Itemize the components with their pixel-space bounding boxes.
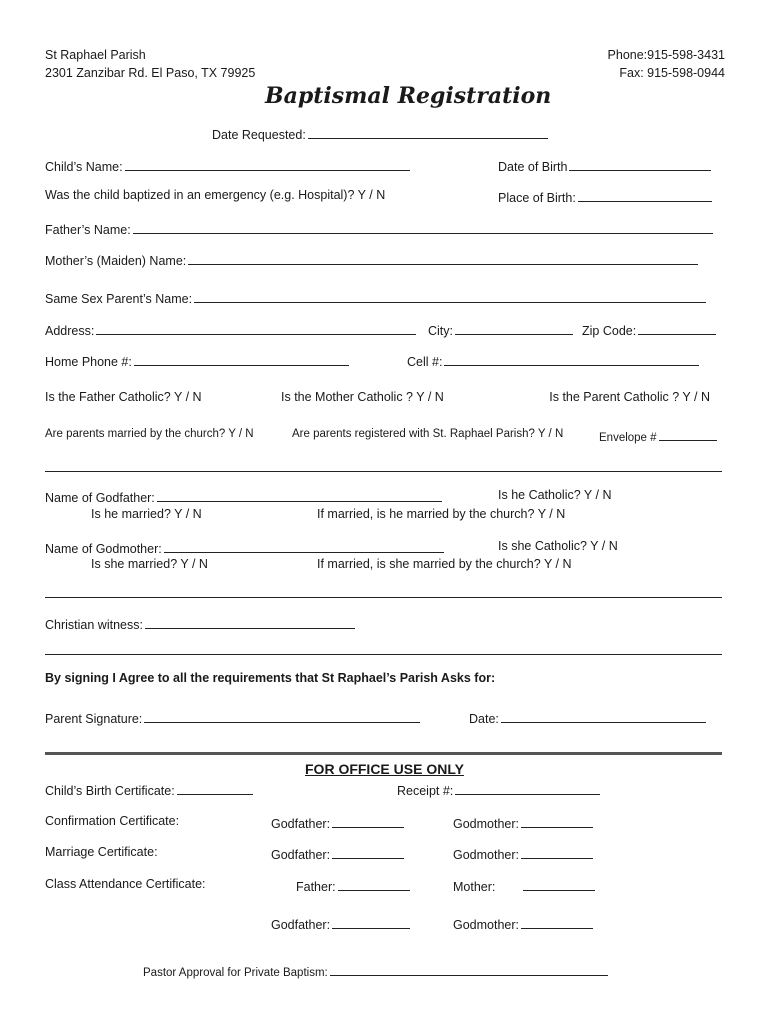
- envelope-line[interactable]: [659, 429, 717, 441]
- parish-name: St Raphael Parish: [45, 48, 146, 62]
- home-phone-label: Home Phone #:: [45, 355, 132, 369]
- office-divider: [45, 752, 722, 755]
- same-sex-parent-field[interactable]: [45, 290, 706, 306]
- date-of-birth-field[interactable]: [498, 158, 711, 174]
- marriage-godfather-field[interactable]: [271, 846, 404, 862]
- fathers-name-line[interactable]: [133, 221, 713, 234]
- city-field[interactable]: [428, 322, 573, 338]
- parish-phone: Phone:915-598-3431: [607, 48, 725, 62]
- same-sex-parent-label: Same Sex Parent’s Name:: [45, 292, 193, 306]
- cell-field[interactable]: [407, 353, 699, 369]
- christian-witness-field[interactable]: [45, 616, 355, 632]
- marriage-godfather-label: Godfather:: [271, 848, 331, 862]
- place-of-birth-label: Place of Birth:: [498, 191, 576, 205]
- confirmation-godfather-label: Godfather:: [271, 817, 331, 831]
- home-phone-field[interactable]: [45, 353, 349, 369]
- parent-signature-field[interactable]: [45, 710, 420, 726]
- childs-name-label: Child’s Name:: [45, 160, 123, 174]
- godfather-name-label: Name of Godfather:: [45, 491, 155, 505]
- class-father-line[interactable]: [338, 878, 410, 891]
- class-godmother-field[interactable]: [453, 916, 593, 932]
- office-use-heading: FOR OFFICE USE ONLY: [305, 761, 464, 777]
- confirmation-godfather-field[interactable]: [271, 815, 404, 831]
- receipt-line[interactable]: [455, 782, 600, 795]
- pastor-approval-label: Pastor Approval for Private Baptism:: [143, 967, 328, 979]
- mothers-name-field[interactable]: [45, 252, 698, 268]
- date-of-birth-line[interactable]: [569, 158, 711, 171]
- confirmation-godmother-field[interactable]: [453, 815, 593, 831]
- godmother-married-church-question[interactable]: If married, is she married by the church? Y / N: [317, 557, 572, 571]
- signature-date-label: Date:: [469, 712, 499, 726]
- godfather-catholic-question[interactable]: Is he Catholic? Y / N: [498, 488, 612, 502]
- birth-certificate-line[interactable]: [177, 782, 253, 795]
- father-catholic-question[interactable]: Is the Father Catholic? Y / N: [45, 390, 202, 404]
- class-godfather-field[interactable]: [271, 916, 410, 932]
- class-godmother-line[interactable]: [521, 916, 593, 929]
- address-label: Address:: [45, 324, 95, 338]
- marriage-certificate-label: Marriage Certificate:: [45, 845, 158, 859]
- class-godfather-label: Godfather:: [271, 918, 331, 932]
- date-of-birth-label: Date of Birth: [498, 160, 568, 174]
- parish-address: 2301 Zanzibar Rd. El Paso, TX 79925: [45, 66, 256, 80]
- marriage-godmother-field[interactable]: [453, 846, 593, 862]
- city-label: City:: [428, 324, 453, 338]
- page-title: Baptismal Registration: [265, 83, 552, 109]
- confirmation-godmother-label: Godmother:: [453, 817, 520, 831]
- childs-name-field[interactable]: [45, 158, 410, 174]
- class-godmother-label: Godmother:: [453, 918, 520, 932]
- home-phone-line[interactable]: [134, 353, 349, 366]
- godfather-married-church-question[interactable]: If married, is he married by the church? Y / N: [317, 507, 566, 521]
- godfather-married-question[interactable]: Is he married? Y / N: [91, 507, 202, 521]
- godmother-name-label: Name of Godmother:: [45, 542, 162, 556]
- cell-label: Cell #:: [407, 355, 443, 369]
- godmother-catholic-question[interactable]: Is she Catholic? Y / N: [498, 539, 618, 553]
- class-godfather-line[interactable]: [332, 916, 410, 929]
- zip-code-line[interactable]: [638, 322, 716, 335]
- class-father-field[interactable]: [296, 878, 410, 894]
- signature-date-field[interactable]: [469, 710, 706, 726]
- mother-catholic-question[interactable]: Is the Mother Catholic ? Y / N: [281, 390, 444, 404]
- section-divider: [45, 654, 722, 655]
- same-sex-parent-line[interactable]: [194, 290, 706, 303]
- class-father-label: Father:: [296, 880, 336, 894]
- class-attendance-label: Class Attendance Certificate:: [45, 877, 206, 891]
- godfather-name-line[interactable]: [157, 489, 442, 502]
- emergency-baptism-question[interactable]: Was the child baptized in an emergency (e.g. Hospital)? Y / N: [45, 188, 386, 202]
- fathers-name-field[interactable]: [45, 221, 713, 237]
- envelope-field[interactable]: [599, 429, 717, 445]
- parents-registered-question[interactable]: Are parents registered with St. Raphael Parish? Y / N: [292, 428, 564, 440]
- pastor-approval-line[interactable]: [330, 964, 608, 976]
- birth-certificate-field[interactable]: [45, 782, 253, 798]
- class-mother-label: Mother:: [453, 880, 496, 894]
- marriage-godmother-label: Godmother:: [453, 848, 520, 862]
- confirmation-godfather-line[interactable]: [332, 815, 404, 828]
- fathers-name-label: Father’s Name:: [45, 223, 131, 237]
- mothers-name-line[interactable]: [188, 252, 698, 265]
- receipt-label: Receipt #:: [397, 784, 454, 798]
- city-line[interactable]: [455, 322, 573, 335]
- cell-line[interactable]: [444, 353, 699, 366]
- godmother-name-line[interactable]: [164, 540, 444, 553]
- birth-certificate-label: Child’s Birth Certificate:: [45, 784, 175, 798]
- parents-married-question[interactable]: Are parents married by the church? Y / N: [45, 428, 254, 440]
- section-divider: [45, 471, 722, 472]
- godmother-married-question[interactable]: Is she married? Y / N: [91, 557, 208, 571]
- address-line[interactable]: [96, 322, 416, 335]
- parent-signature-line[interactable]: [144, 710, 420, 723]
- date-requested-field[interactable]: [212, 126, 548, 142]
- place-of-birth-field[interactable]: [498, 189, 712, 205]
- date-requested-line[interactable]: [308, 126, 548, 139]
- christian-witness-line[interactable]: [145, 616, 355, 629]
- godmother-name-field[interactable]: [45, 540, 444, 556]
- receipt-field[interactable]: [397, 782, 600, 798]
- parent-catholic-question[interactable]: Is the Parent Catholic ? Y / N: [549, 390, 710, 404]
- godfather-name-field[interactable]: [45, 489, 442, 505]
- marriage-godfather-line[interactable]: [332, 846, 404, 859]
- christian-witness-label: Christian witness:: [45, 618, 143, 632]
- parent-signature-label: Parent Signature:: [45, 712, 143, 726]
- zip-code-label: Zip Code:: [582, 324, 637, 338]
- zip-code-field[interactable]: [582, 322, 716, 338]
- marriage-godmother-line[interactable]: [521, 846, 593, 859]
- date-requested-label: Date Requested:: [212, 128, 306, 142]
- address-field[interactable]: [45, 322, 416, 338]
- signature-date-line[interactable]: [501, 710, 706, 723]
- confirmation-certificate-label: Confirmation Certificate:: [45, 814, 180, 828]
- class-mother-field[interactable]: [453, 878, 595, 894]
- place-of-birth-line[interactable]: [578, 189, 712, 202]
- mothers-name-label: Mother’s (Maiden) Name:: [45, 254, 187, 268]
- section-divider: [45, 597, 722, 598]
- confirmation-godmother-line[interactable]: [521, 815, 593, 828]
- envelope-label: Envelope #: [599, 432, 657, 444]
- parish-fax: Fax: 915-598-0944: [619, 66, 725, 80]
- pastor-approval-field[interactable]: [143, 964, 608, 980]
- childs-name-line[interactable]: [125, 158, 410, 171]
- class-mother-line[interactable]: [523, 878, 595, 891]
- agreement-statement: By signing I Agree to all the requirements that St Raphael’s Parish Asks for:: [45, 671, 496, 685]
